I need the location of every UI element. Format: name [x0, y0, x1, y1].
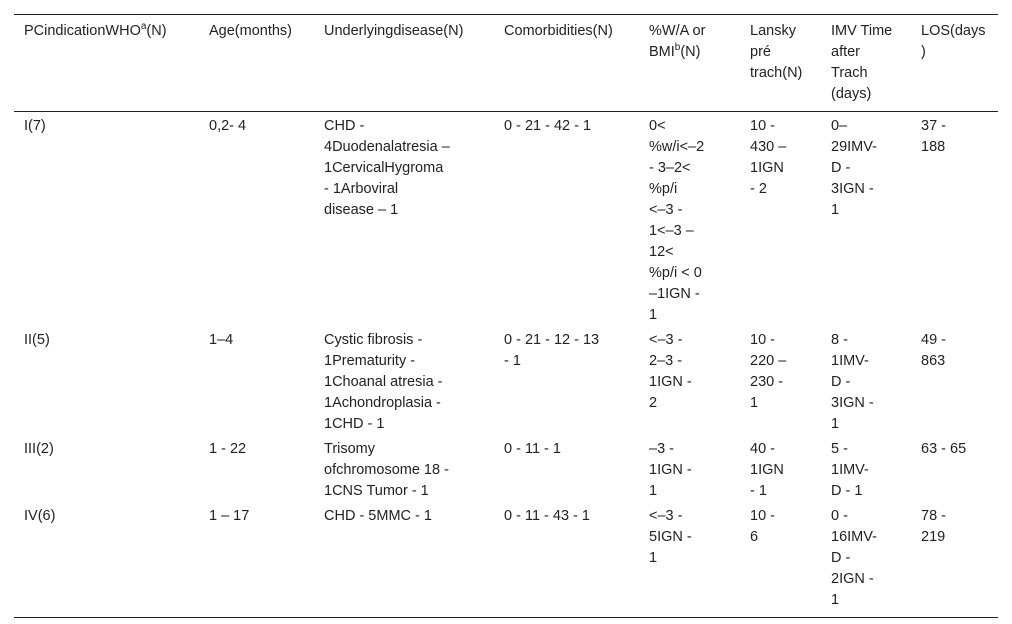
- table-cell: [494, 326, 639, 435]
- header-text: %W/A or BMI: [649, 23, 706, 60]
- cell-line: 8 -: [831, 332, 848, 348]
- cell-line: 2IGN -: [831, 571, 874, 587]
- table-cell: [14, 502, 199, 618]
- cell-line: 3IGN -: [831, 181, 874, 197]
- header-suffix: (N): [146, 23, 167, 39]
- cell-line: 1IMV-: [831, 353, 869, 369]
- table-cell: [740, 112, 821, 327]
- table-cell: [821, 326, 911, 435]
- table-cell: [639, 112, 740, 327]
- table-cell: [639, 326, 740, 435]
- cell-line: 1Choanal atresia -: [324, 374, 443, 390]
- table-cell: [14, 112, 199, 327]
- cell-line: 0 -: [831, 508, 848, 524]
- cell-line: 10 -: [750, 508, 775, 524]
- cell-line: –3 -: [649, 441, 674, 457]
- cell-line: 1IGN -: [649, 462, 692, 478]
- cell-line: 63 - 65: [921, 441, 967, 457]
- table-cell: [494, 112, 639, 327]
- cell-line: %p/i: [649, 181, 678, 197]
- header-text: PCindicationWHO: [24, 23, 141, 39]
- table-cell: [314, 435, 494, 502]
- cell-line: 0<: [649, 118, 666, 134]
- header-suffix: (N): [680, 44, 701, 60]
- cell-line: 430 –: [750, 139, 787, 155]
- table-cell: [199, 326, 314, 435]
- cell-line: ofchromosome 18 -: [324, 462, 449, 478]
- cell-line: 16IMV-: [831, 529, 877, 545]
- cell-line: 1 - 22: [209, 441, 247, 457]
- table-row: [14, 326, 998, 435]
- cell-line: 0 - 11 - 43 - 1: [504, 508, 590, 524]
- table-cell: [639, 502, 740, 618]
- cell-line: 78 -: [921, 508, 946, 524]
- header-line: IMV Time: [831, 23, 893, 39]
- table-cell: [314, 112, 494, 327]
- cell-line: CHD -: [324, 118, 365, 134]
- cell-line: 1Achondroplasia -: [324, 395, 441, 411]
- cell-line: –1IGN -: [649, 286, 700, 302]
- column-header: [639, 15, 740, 112]
- table-cell: [740, 435, 821, 502]
- cell-line: disease – 1: [324, 202, 399, 218]
- column-header: [199, 15, 314, 112]
- table-cell: [821, 435, 911, 502]
- cell-line: 40 -: [750, 441, 775, 457]
- cell-line: 220 –: [750, 353, 787, 369]
- cell-line: 1 – 17: [209, 508, 250, 524]
- table-cell: [494, 435, 639, 502]
- table-cell: [821, 502, 911, 618]
- cell-line: 0,2- 4: [209, 118, 247, 134]
- cell-line: IV(6): [24, 508, 56, 524]
- cell-line: 0 - 21 - 42 - 1: [504, 118, 592, 134]
- cell-line: 2: [649, 395, 658, 411]
- table-cell: [314, 326, 494, 435]
- header-line: Trach: [831, 65, 868, 81]
- cell-line: 10 -: [750, 118, 775, 134]
- cell-line: 10 -: [750, 332, 775, 348]
- table-body: [14, 112, 998, 618]
- header-line: LOS(days): [921, 23, 986, 60]
- cell-line: D -: [831, 160, 851, 176]
- table-cell: [740, 502, 821, 618]
- cell-line: <–3 -: [649, 202, 683, 218]
- cell-line: 863: [921, 353, 946, 369]
- table-cell: [494, 502, 639, 618]
- table-cell: [199, 435, 314, 502]
- table-cell: [911, 326, 998, 435]
- cell-line: 1: [831, 416, 840, 432]
- table-row: [14, 502, 998, 618]
- footnote-marker: b: [674, 42, 681, 54]
- cell-line: 1: [831, 202, 840, 218]
- table-cell: [740, 326, 821, 435]
- cell-line: 5IGN -: [649, 529, 692, 545]
- cell-line: III(2): [24, 441, 54, 457]
- cell-line: <–3 -: [649, 508, 683, 524]
- column-header: [821, 15, 911, 112]
- header-line: pré: [750, 44, 771, 60]
- cell-line: 1IGN: [750, 160, 784, 176]
- cell-line: - 2: [750, 181, 767, 197]
- cell-line: 1IGN: [750, 462, 784, 478]
- cell-line: - 3–2<: [649, 160, 691, 176]
- table-cell: [14, 435, 199, 502]
- header-line: Underlyingdisease(N): [324, 23, 464, 39]
- cell-line: 12<: [649, 244, 674, 260]
- table-cell: [199, 112, 314, 327]
- table-cell: [821, 112, 911, 327]
- table-cell: [14, 326, 199, 435]
- cell-line: 3IGN -: [831, 395, 874, 411]
- cell-line: 1CNS Tumor - 1: [324, 483, 429, 499]
- cell-line: 1CHD - 1: [324, 416, 385, 432]
- cell-line: 219: [921, 529, 946, 545]
- cell-line: - 1Arboviral: [324, 181, 399, 197]
- table-cell: [911, 435, 998, 502]
- column-header: [911, 15, 998, 112]
- table-cell: [199, 502, 314, 618]
- table-row: [14, 435, 998, 502]
- table-cell: [911, 112, 998, 327]
- cell-line: 1IGN -: [649, 374, 692, 390]
- cell-line: 1: [649, 550, 658, 566]
- cell-line: 6: [750, 529, 759, 545]
- cell-line: CHD - 5MMC - 1: [324, 508, 432, 524]
- cell-line: - 1: [504, 353, 521, 369]
- cell-line: 1Prematurity -: [324, 353, 416, 369]
- cell-line: 4Duodenalatresia –: [324, 139, 450, 155]
- cell-line: 230 -: [750, 374, 784, 390]
- cell-line: 0 - 21 - 12 - 13: [504, 332, 600, 348]
- cell-line: - 1: [750, 483, 767, 499]
- cell-line: 1: [750, 395, 759, 411]
- cell-line: 37 -: [921, 118, 946, 134]
- cell-line: Trisomy: [324, 441, 376, 457]
- header-row: [14, 15, 998, 112]
- table-cell: [911, 502, 998, 618]
- footnote-marker: a: [140, 21, 147, 33]
- cell-line: <–3 -: [649, 332, 683, 348]
- cell-line: 1: [831, 592, 840, 608]
- cell-line: 1: [649, 307, 658, 323]
- column-header: [740, 15, 821, 112]
- cell-line: %p/i < 0: [649, 265, 702, 281]
- table-cell: [639, 435, 740, 502]
- cell-line: 1CervicalHygroma: [324, 160, 444, 176]
- table-row: [14, 112, 998, 327]
- cell-line: Cystic fibrosis -: [324, 332, 423, 348]
- cell-line: %w/i<–2: [649, 139, 705, 155]
- cell-line: 29IMV-: [831, 139, 877, 155]
- header-line: (days): [831, 86, 872, 102]
- column-header: [14, 15, 199, 112]
- cell-line: 49 -: [921, 332, 946, 348]
- header-line: after: [831, 44, 861, 60]
- cell-line: 1: [649, 483, 658, 499]
- header-line: Age(months): [209, 23, 293, 39]
- table-cell: [314, 502, 494, 618]
- cell-line: D -: [831, 550, 851, 566]
- cell-line: II(5): [24, 332, 50, 348]
- cell-line: D -: [831, 374, 851, 390]
- cell-line: I(7): [24, 118, 46, 134]
- header-line: Lansky: [750, 23, 796, 39]
- cell-line: 1IMV-: [831, 462, 869, 478]
- header-line: Comorbidities(N): [504, 23, 613, 39]
- cell-line: 1–4: [209, 332, 234, 348]
- cell-line: 0 - 11 - 1: [504, 441, 561, 457]
- cell-line: 1<–3 –: [649, 223, 694, 239]
- cell-line: 2–3 -: [649, 353, 683, 369]
- column-header: [494, 15, 639, 112]
- cell-line: 5 -: [831, 441, 848, 457]
- column-header: [314, 15, 494, 112]
- cell-line: 188: [921, 139, 946, 155]
- header-line: trach(N): [750, 65, 803, 81]
- cell-line: 0–: [831, 118, 848, 134]
- cell-line: D - 1: [831, 483, 863, 499]
- data-table: [14, 14, 998, 618]
